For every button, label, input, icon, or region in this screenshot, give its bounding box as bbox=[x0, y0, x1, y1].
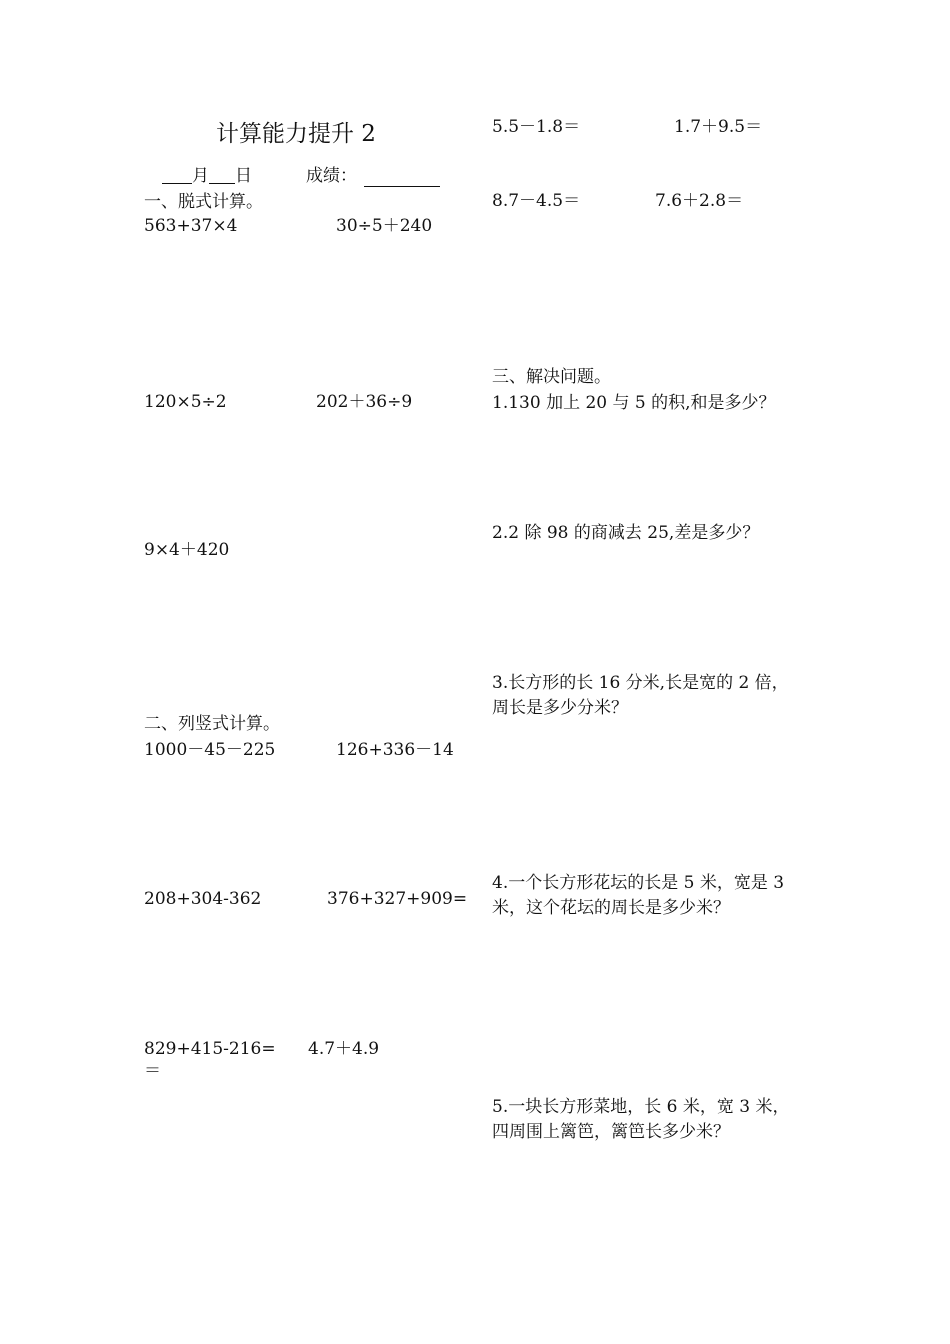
question-4-line-1: 4.一个长方形花坛的长是 5 米，宽是 3 bbox=[492, 873, 785, 893]
question-5-line-1: 5.一块长方形菜地，长 6 米，宽 3 米， bbox=[492, 1097, 790, 1117]
problem-4-7: 4.7＋4.9 bbox=[308, 1039, 380, 1059]
problem-202: 202＋36÷9 bbox=[316, 392, 413, 412]
question-4-line-2: 米，这个花坛的周长是多少米？ bbox=[492, 898, 730, 918]
question-5-line-2: 四周围上篱笆，篱笆长多少米？ bbox=[492, 1122, 730, 1142]
section2-heading: 二、列竖式计算。 bbox=[144, 714, 280, 734]
question-3-line-2: 周长是多少分米？ bbox=[492, 698, 628, 718]
question-2: 2.2 除 98 的商减去 25,差是多少？ bbox=[492, 523, 760, 543]
oral-7-6: 7.6＋2.8＝ bbox=[655, 191, 744, 211]
problem-30: 30÷5＋240 bbox=[336, 216, 433, 236]
question-3-line-1: 3.长方形的长 16 分米,长是宽的 2 倍， bbox=[492, 673, 789, 693]
score-label: 成绩： bbox=[306, 166, 357, 186]
problem-9x4: 9×4＋420 bbox=[144, 540, 230, 560]
oral-8-7: 8.7－4.5＝ bbox=[492, 191, 581, 211]
section3-heading: 三、解决问题。 bbox=[492, 367, 611, 387]
problem-126: 126+336－14 bbox=[336, 740, 454, 760]
score-blank[interactable] bbox=[364, 169, 440, 187]
problem-208: 208+304-362 bbox=[144, 889, 262, 909]
question-1: 1.130 加上 20 与 5 的积,和是多少？ bbox=[492, 393, 776, 413]
month-blank[interactable] bbox=[162, 166, 192, 184]
problem-376: 376+327+909= bbox=[327, 889, 468, 909]
problem-1000: 1000－45－225 bbox=[144, 740, 276, 760]
problem-equals: ＝ bbox=[144, 1061, 161, 1081]
oral-5-5: 5.5－1.8＝ bbox=[492, 117, 581, 137]
day-blank[interactable] bbox=[209, 166, 235, 184]
problem-829: 829+415-216= bbox=[144, 1039, 276, 1059]
date-score-line bbox=[162, 166, 252, 186]
oral-1-7: 1.7＋9.5＝ bbox=[674, 117, 763, 137]
problem-120: 120×5÷2 bbox=[144, 392, 227, 412]
day-label: 日 bbox=[235, 166, 252, 186]
section1-heading: 一、脱式计算。 bbox=[144, 192, 263, 212]
month-label: 月 bbox=[192, 166, 209, 186]
page-title: 计算能力提升 2 bbox=[216, 121, 376, 147]
problem-563: 563+37×4 bbox=[144, 216, 238, 236]
